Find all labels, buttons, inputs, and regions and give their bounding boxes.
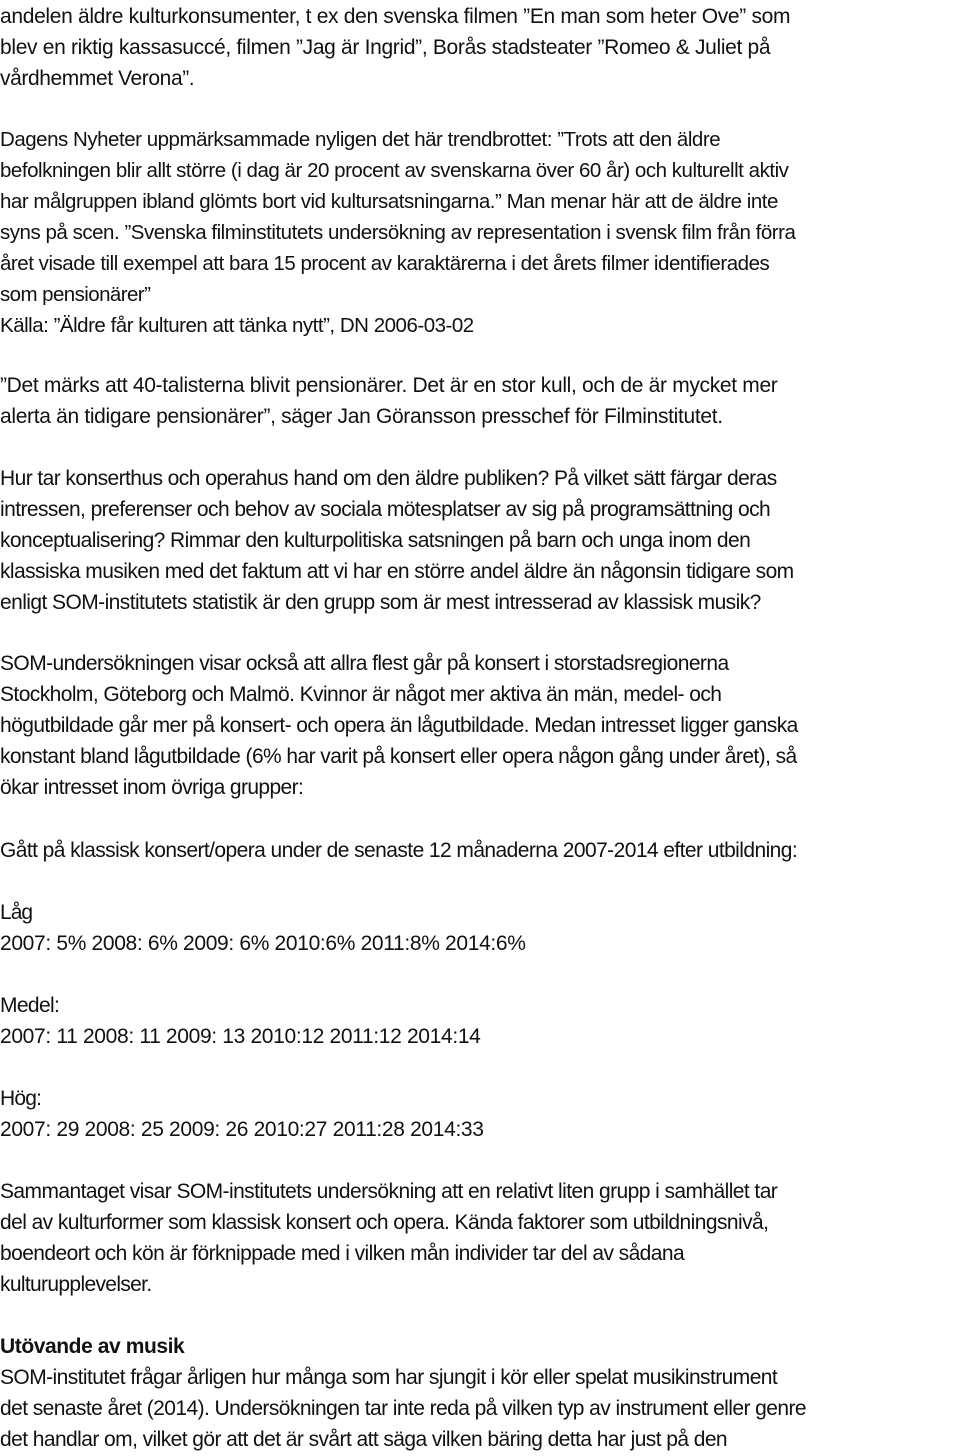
text-line: det senaste året (2014). Undersökningen tar inte reda på vilken typ av instrument eller genre (0, 1397, 807, 1420)
statistics-line: 2007: 29 2008: 25 2009: 26 2010:27 2011:28 2014:33 (0, 1118, 484, 1141)
text-line: boendeort och kön är förknippade med i vilken mån individer tar del av sådana (0, 1242, 685, 1265)
text-line: konceptualisering? Rimmar den kulturpolitiska satsningen på barn och unga inom den (0, 529, 751, 552)
paragraph-filminstitutet-quote (0, 370, 960, 432)
source-citation: Källa: ”Äldre får kulturen att tänka nytt”, DN 2006-03-02 (0, 314, 474, 337)
values-hog (0, 1114, 960, 1145)
text-line: blev en riktig kassasuccé, filmen ”Jag är Ingrid”, Borås stadsteater ”Romeo & Juliet på (0, 36, 771, 59)
text-line: året visade till exempel att bara 15 procent av karaktärerna i det årets filmer identifierades (0, 252, 770, 275)
section-heading (0, 1331, 960, 1362)
values-medel (0, 1021, 960, 1052)
text-line: har målgruppen ibland glömts bort vid kultursatsningarna.” Man menar här att de äldre inte (0, 190, 778, 213)
text-line: det handlar om, vilket gör att det är svårt att säga vilken bäring detta har just på den (0, 1428, 728, 1451)
text-line: enligt SOM-institutets statistik är den grupp som är mest intresserad av klassisk musik? (0, 591, 761, 614)
text-line: intressen, preferenser och behov av sociala mötesplatser av sig på programsättning och (0, 498, 771, 521)
text-line: klassiska musiken med det faktum att vi har en större andel äldre än någonsin tidigare som (0, 560, 794, 583)
statistics-line: 2007: 11 2008: 11 2009: 13 2010:12 2011:12 2014:14 (0, 1025, 481, 1048)
label-lag (0, 897, 960, 928)
text-line: ”Det märks att 40-talisterna blivit pensionärer. Det är en stor kull, och de är mycket mer (0, 374, 778, 397)
section-heading-text: Utövande av musik (0, 1335, 185, 1358)
text-line: högutbildade går mer på konsert- och opera än lågutbildade. Medan intresset ligger ganska (0, 714, 798, 737)
text-line: vårdhemmet Verona”. (0, 67, 195, 90)
text-line: del av kulturformer som klassisk konsert och opera. Kända faktorer som utbildningsnivå, (0, 1211, 769, 1234)
text-line: syns på scen. ”Svenska filminstitutets undersökning av representation i svensk film från förra (0, 221, 796, 244)
paragraph-summary (0, 1176, 960, 1300)
text-line: andelen äldre kulturkonsumenter, t ex den svenska filmen ”En man som heter Ove” som (0, 5, 791, 28)
paragraph-questions (0, 463, 960, 618)
paragraph-dn-quote (0, 124, 960, 341)
text-line: konstant bland lågutbildade (6% har varit på konsert eller opera någon gång under året), så (0, 745, 797, 768)
category-label: Hög: (0, 1087, 42, 1110)
text-line: kulturupplevelser. (0, 1273, 152, 1296)
text-line: SOM-undersökningen visar också att allra flest går på konsert i storstadsregionerna (0, 652, 729, 675)
text-line: Gått på klassisk konsert/opera under de senaste 12 månaderna 2007-2014 efter utbildning: (0, 839, 798, 862)
text-line: Sammantaget visar SOM-institutets undersökning att en relativt liten grupp i samhället tar (0, 1180, 778, 1203)
label-hog (0, 1083, 960, 1114)
text-line: Hur tar konserthus och operahus hand om den äldre publiken? På vilket sätt färgar deras (0, 467, 777, 490)
text-line: ökar intresset inom övriga grupper: (0, 776, 304, 799)
label-medel (0, 990, 960, 1021)
category-label: Medel: (0, 994, 60, 1017)
values-lag (0, 928, 960, 959)
text-line: SOM-institutet frågar årligen hur många som har sjungit i kör eller spelat musikinstrument (0, 1366, 778, 1389)
statistics-caption (0, 835, 960, 866)
text-line: Stockholm, Göteborg och Malmö. Kvinnor är något mer aktiva än män, medel- och (0, 683, 722, 706)
text-line: som pensionärer” (0, 283, 151, 306)
category-label: Låg (0, 901, 33, 924)
text-line: Dagens Nyheter uppmärksammade nyligen det här trendbrottet: ”Trots att den äldre (0, 128, 721, 151)
paragraph-som-survey (0, 648, 960, 803)
text-line: befolkningen blir allt större (i dag är 20 procent av svenskarna över 60 år) och kulturellt aktiv (0, 159, 789, 182)
text-line: alerta än tidigare pensionärer”, säger Jan Göransson presschef för Filminstitutet. (0, 405, 723, 428)
paragraph-utovande (0, 1362, 960, 1455)
statistics-line: 2007: 5% 2008: 6% 2009: 6% 2010:6% 2011:8% 2014:6% (0, 932, 526, 955)
paragraph-intro (0, 1, 960, 94)
